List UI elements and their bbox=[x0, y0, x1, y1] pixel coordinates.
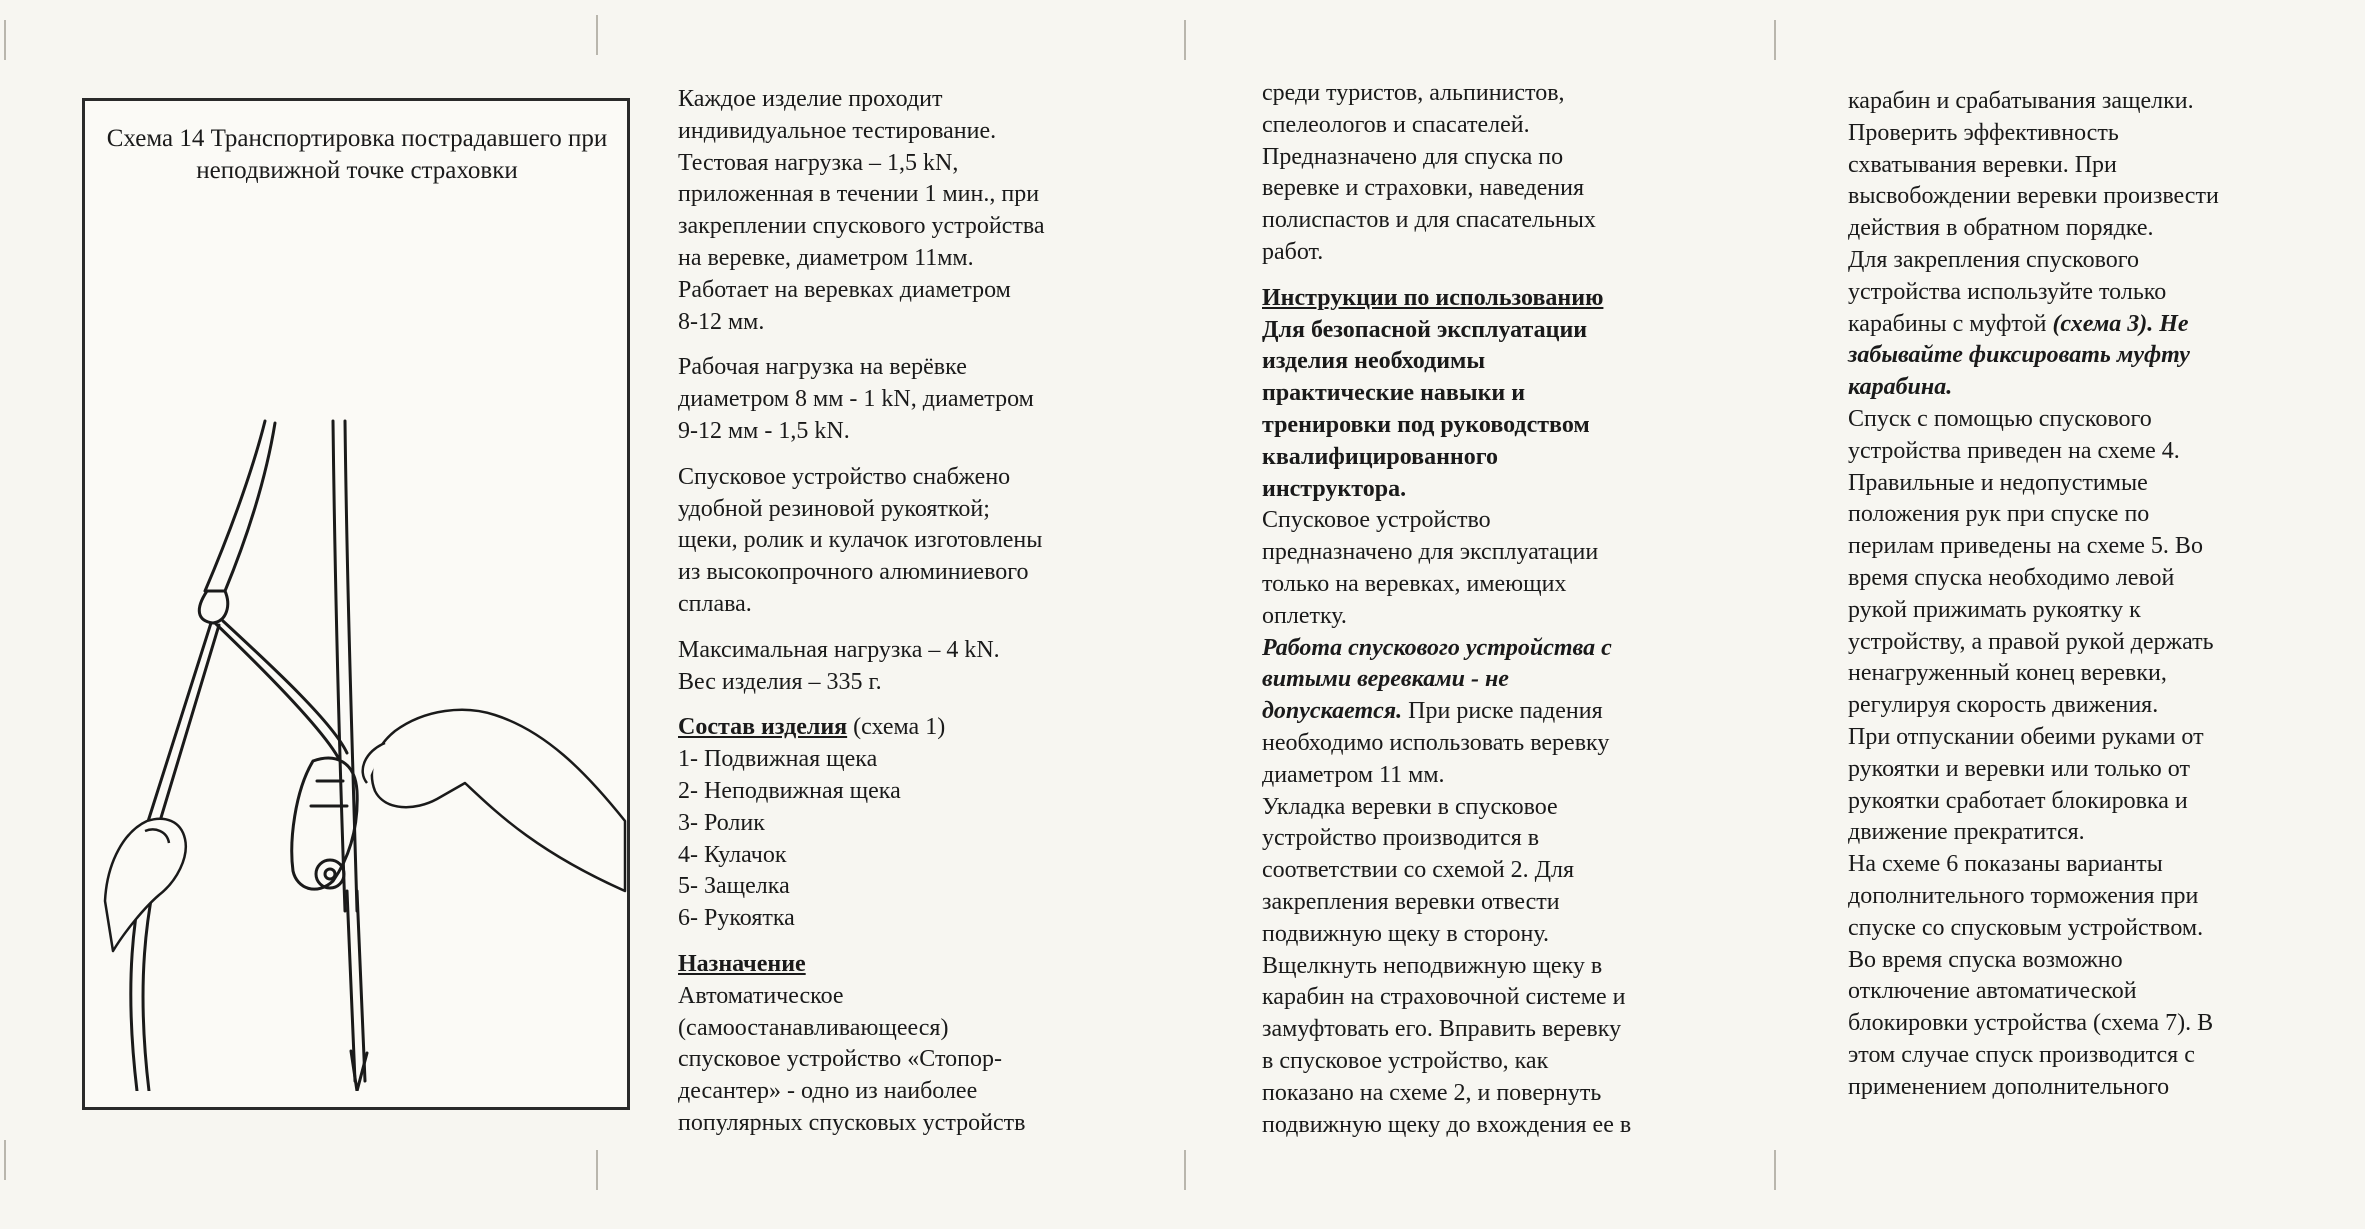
text-line: Для закрепления спускового bbox=[1848, 246, 2140, 273]
text-line: Во время спуска возможно bbox=[1848, 946, 2123, 973]
text-line: Автоматическое bbox=[678, 982, 844, 1009]
rope-requirement bbox=[1262, 505, 1732, 632]
text-line: веревке и страховки, наведения bbox=[1262, 175, 1585, 202]
carabin-instructions bbox=[1848, 86, 2328, 404]
warning-line-mixed: допускается. При риске падения bbox=[1262, 698, 1603, 725]
descent-instructions bbox=[1848, 404, 2328, 1104]
purpose-heading: Назначение bbox=[678, 950, 806, 977]
carabiner bbox=[199, 591, 227, 623]
text-line: Укладка веревки в спусковое bbox=[1262, 793, 1558, 820]
twisted-rope-warning bbox=[1262, 633, 1732, 728]
list-item: 1- Подвижная щека bbox=[678, 746, 878, 773]
text-line: Спуск с помощью спускового bbox=[1848, 405, 2152, 432]
text-line: спусковое устройство «Стопор- bbox=[678, 1046, 1002, 1073]
scheme-frame bbox=[82, 98, 630, 1110]
text-line-mixed: карабины с муфтой (схема 3). Не bbox=[1848, 310, 2189, 337]
warning-line: витыми веревками - не bbox=[1262, 666, 1509, 693]
text-line: При отпускании обеими руками от bbox=[1848, 723, 2204, 750]
text-line: Правильные и недопустимые bbox=[1848, 469, 2148, 496]
warning-line: забывайте фиксировать муфту bbox=[1848, 342, 2190, 369]
testing-paragraph bbox=[678, 84, 1148, 338]
sling-left bbox=[145, 623, 211, 831]
text-line: инструктора. bbox=[1262, 475, 1407, 502]
text-line: Каждое изделие проходит bbox=[678, 86, 943, 112]
text-line: (самоостанавливающееся) bbox=[678, 1014, 949, 1041]
text-line: показано на схеме 2, и повернуть bbox=[1262, 1079, 1602, 1106]
text-line: практические навыки и bbox=[1262, 380, 1526, 407]
purpose-paragraph bbox=[678, 981, 1148, 1140]
text-line: индивидуальное тестирование. bbox=[678, 117, 997, 144]
text-line: тренировки под руководством bbox=[1262, 411, 1590, 438]
text-line: спелеологов и спасателей. bbox=[1262, 111, 1530, 138]
scheme-title: Схема 14 Транспортировка пострадавшего при неподвижной точке страховки bbox=[106, 125, 608, 184]
text-line: устройства используйте только bbox=[1848, 278, 2167, 305]
purpose-continued bbox=[1262, 78, 1732, 269]
list-item: 3- Ролик bbox=[678, 809, 765, 836]
text-line: спуске со спусковым устройством. bbox=[1848, 914, 2204, 941]
text-line: положения рук при спуске по bbox=[1848, 501, 2150, 528]
list-item: 4- Кулачок bbox=[678, 841, 787, 868]
text-line: щеки, ролик и кулачок изготовлены bbox=[678, 527, 1043, 554]
text-line: отключение автоматической bbox=[1848, 978, 2137, 1005]
text-line: квалифицированного bbox=[1262, 443, 1499, 470]
text-line: только на веревках, имеющих bbox=[1262, 570, 1567, 597]
hand-right bbox=[372, 710, 625, 891]
text-line: устройство производится в bbox=[1262, 825, 1540, 852]
text-line: закреплении спускового устройства bbox=[678, 213, 1045, 240]
text-line: необходимо использовать веревку bbox=[1262, 729, 1610, 756]
text-line: подвижную щеку до вхождения ее в bbox=[1262, 1111, 1632, 1138]
text-line: диаметром 8 мм - 1 kN, диаметром bbox=[678, 386, 1034, 413]
descender-device bbox=[292, 758, 357, 889]
text-line: Спусковое устройство снабжено bbox=[678, 463, 1011, 490]
text-line: полиспастов и для спасательных bbox=[1262, 207, 1596, 234]
text-line: среди туристов, альпинистов, bbox=[1262, 80, 1565, 106]
text-line: Тестовая нагрузка – 1,5 kN, bbox=[678, 149, 959, 176]
instructions-heading: Инструкции по использованию bbox=[1262, 284, 1604, 311]
sling-diagonal bbox=[215, 623, 340, 761]
text-line: устройству, а правой рукой держать bbox=[1848, 628, 2214, 655]
text-line: на веревке, диаметром 11мм. bbox=[678, 244, 974, 271]
text-line: время спуска необходимо левой bbox=[1848, 564, 2175, 591]
text-line: работ. bbox=[1262, 238, 1324, 265]
text-line: удобной резиновой рукояткой; bbox=[678, 495, 990, 522]
text-line: карабин и срабатывания защелки. bbox=[1848, 88, 2194, 114]
text-line: популярных спусковых устройств bbox=[678, 1109, 1026, 1136]
text-line: перилам приведены на схеме 5. Во bbox=[1848, 533, 2203, 560]
text-line: сплава. bbox=[678, 590, 752, 617]
text-line: движение прекратится. bbox=[1848, 819, 2085, 846]
text-line: 8-12 мм. bbox=[678, 308, 765, 335]
text-line: рукоятки и веревки или только от bbox=[1848, 755, 2190, 782]
text-line: карабин на страховочной системе и bbox=[1262, 984, 1626, 1011]
materials-paragraph bbox=[678, 462, 1148, 621]
text-line: высвобождении веревки произвести bbox=[1848, 183, 2219, 210]
text-line: диаметром 11 мм. bbox=[1262, 761, 1445, 788]
text-line: предназначено для эксплуатации bbox=[1262, 539, 1599, 566]
text-line: в спусковое устройство, как bbox=[1262, 1047, 1549, 1074]
working-load-paragraph bbox=[678, 352, 1148, 447]
max-load-paragraph bbox=[678, 635, 1148, 699]
text-line: изделия необходимы bbox=[1262, 348, 1486, 375]
text-line: дополнительного торможения при bbox=[1848, 882, 2199, 909]
text-line: подвижную щеку в сторону. bbox=[1262, 920, 1549, 947]
text-line: этом случае спуск производится с bbox=[1848, 1041, 2195, 1068]
rescue-transport-illustration bbox=[85, 291, 627, 1091]
list-item: 6- Рукоятка bbox=[678, 905, 795, 932]
text-line: соответствии со схемой 2. Для bbox=[1262, 857, 1575, 884]
list-item: 2- Неподвижная щека bbox=[678, 777, 901, 804]
text-line: Предназначено для спуска по bbox=[1262, 143, 1564, 170]
text-line: регулируя скорость движения. bbox=[1848, 692, 2159, 719]
text-line: оплетку. bbox=[1262, 602, 1347, 629]
text-line: Работает на веревках диаметром bbox=[678, 276, 1011, 303]
composition-heading-line bbox=[678, 712, 1148, 744]
text-line: десантер» - одно из наиболее bbox=[678, 1078, 978, 1105]
warning-line: Работа спускового устройства с bbox=[1262, 634, 1612, 661]
composition-ref: (схема 1) bbox=[847, 714, 946, 741]
rope-laying-instructions bbox=[1262, 728, 1732, 1141]
text-line: ненагруженный конец веревки, bbox=[1848, 660, 2167, 687]
text-line: Вес изделия – 335 г. bbox=[678, 668, 882, 695]
warning-line: карабина. bbox=[1848, 374, 1953, 401]
parts-list bbox=[678, 744, 1148, 935]
text-line: 9-12 мм - 1,5 kN. bbox=[678, 417, 850, 444]
text-line: блокировки устройства (схема 7). В bbox=[1848, 1010, 2214, 1037]
panel-2-text bbox=[678, 84, 1148, 1140]
list-item: 5- Защелка bbox=[678, 873, 790, 900]
text-line: рукоятки сработает блокировка и bbox=[1848, 787, 2188, 814]
text-line: Проверить эффективность bbox=[1848, 119, 2119, 146]
panel-3-text bbox=[1262, 78, 1732, 1141]
safety-notice bbox=[1262, 315, 1732, 506]
panel-4-text bbox=[1848, 86, 2328, 1104]
text-line: схватывания веревки. При bbox=[1848, 151, 2117, 178]
text-line: приложенная в течении 1 мин., при bbox=[678, 181, 1040, 208]
text-line: Для безопасной эксплуатации bbox=[1262, 316, 1588, 343]
rope-lower bbox=[357, 891, 365, 1081]
text-line: Спусковое устройство bbox=[1262, 507, 1491, 534]
text-line: Рабочая нагрузка на верёвке bbox=[678, 354, 967, 381]
text-line: применением дополнительного bbox=[1848, 1073, 2170, 1100]
text-line: рукой прижимать рукоятку к bbox=[1848, 596, 2141, 623]
text-line: Максимальная нагрузка – 4 kN. bbox=[678, 636, 1000, 663]
text-line: из высокопрочного алюминиевого bbox=[678, 559, 1029, 586]
composition-heading: Состав изделия bbox=[678, 714, 848, 741]
text-line: устройства приведен на схеме 4. bbox=[1848, 437, 2180, 464]
text-line: закрепления веревки отвести bbox=[1262, 888, 1560, 915]
text-line: действия в обратном порядке. bbox=[1848, 215, 2154, 242]
text-line: замуфтовать его. Вправить веревку bbox=[1262, 1016, 1622, 1043]
text-line: На схеме 6 показаны варианты bbox=[1848, 851, 2163, 878]
text-line: Вщелкнуть неподвижную щеку в bbox=[1262, 952, 1603, 979]
